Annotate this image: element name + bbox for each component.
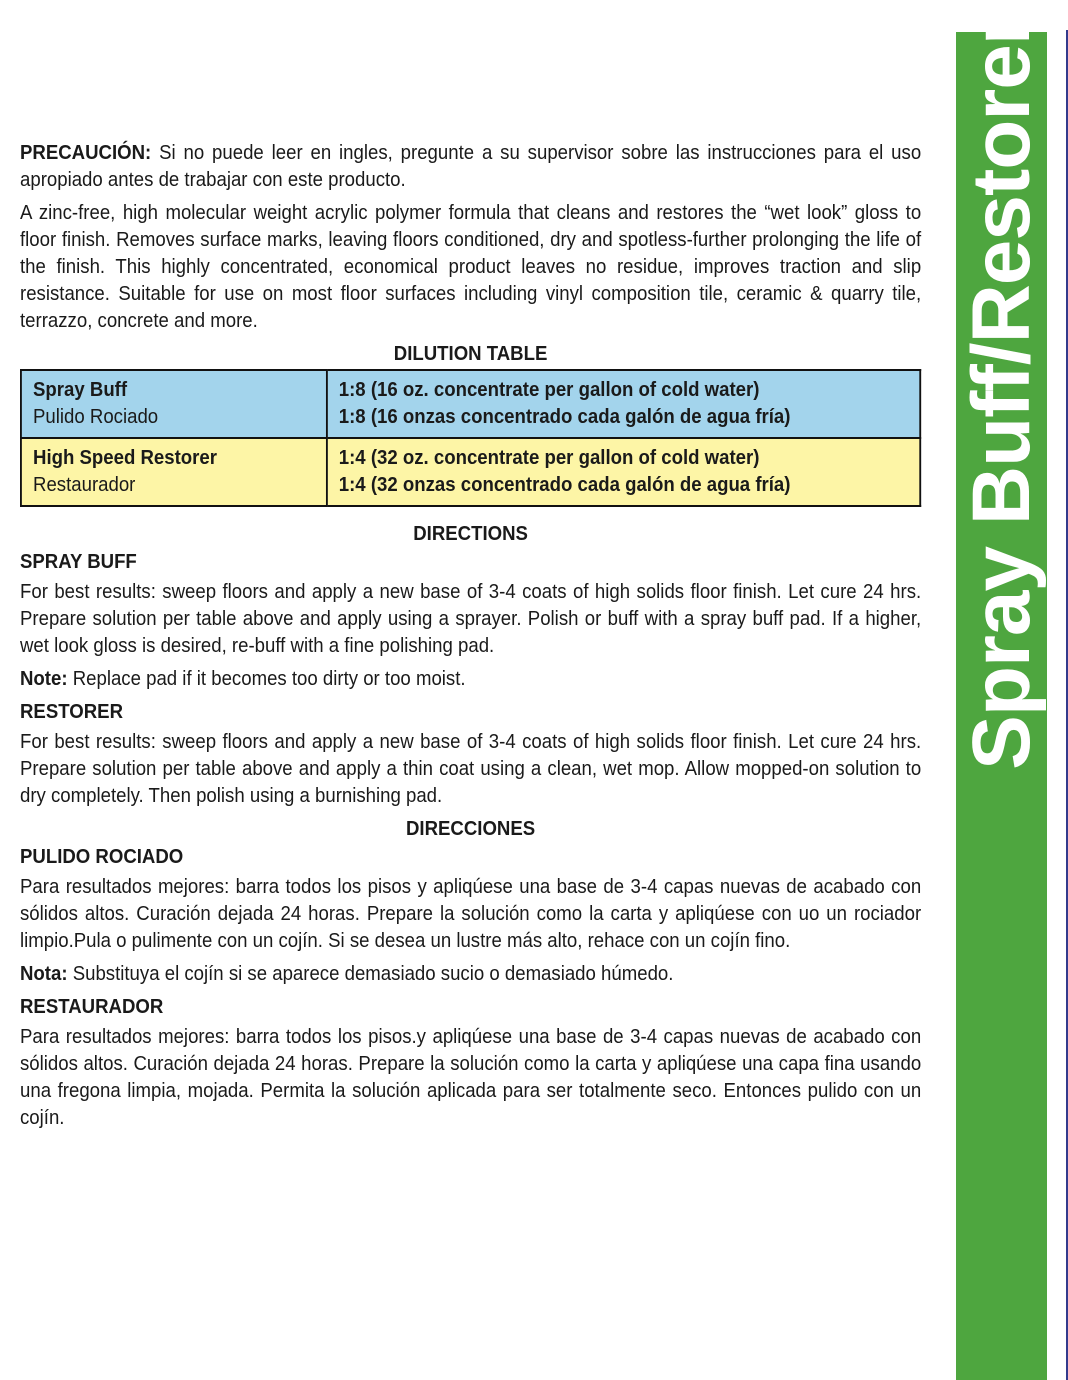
ratio-es: 1:8 (16 onzas concentrado cada galón de agua fría) [338, 406, 791, 428]
table-row [21, 438, 920, 506]
label-content [20, 140, 921, 1138]
restaurador-heading: RESTAURADOR [20, 996, 164, 1018]
note-text: Replace pad if it becomes too dirty or too moist. [67, 668, 466, 690]
restorer-text: For best results: sweep floors and apply a new base of 3-4 coats of high solids floor finish. Let cure 24 hrs. Prepare solution per table above and apply a thin coat using a clean, wet mop. Allow mopped-on solution to dry completely. Then polish using a burnishing pad. [20, 731, 922, 807]
sidebar-title: Spray Buff/Restorer [955, 14, 1047, 770]
dilution-table-title: DILUTION TABLE [393, 343, 548, 365]
note-paragraph [20, 666, 921, 693]
sidebar-band [955, 14, 1047, 1380]
nota-paragraph [20, 961, 921, 988]
restorer-heading: RESTORER [20, 701, 124, 723]
ratio-en: 1:4 (32 oz. concentrate per gallon of cold water) [338, 447, 760, 469]
dilution-table [20, 369, 921, 507]
table-cell-ratio [327, 438, 921, 506]
product-name-en: Spray Buff [33, 379, 128, 401]
pulido-heading: PULIDO ROCIADO [20, 846, 184, 868]
nota-text: Substituya el cojín si se aparece demasiado sucio o demasiado húmedo. [67, 963, 674, 985]
product-name-es: Restaurador [33, 474, 136, 496]
spray-buff-text: For best results: sweep floors and apply a new base of 3-4 coats of high solids floor finish. Let cure 24 hrs. Prepare solution per table above and apply using a sprayer. Polish or buff with a spray buff pad. If a higher, wet look gloss is desired, re-buff with a fine polishing pad. [20, 581, 922, 657]
restaurador-text: Para resultados mejores: barra todos los pisos.y apliqúese una base de 3-4 capas nuevas de acabado con sólidos altos. Curación dejada 24 horas. Prepare la solución como la carta y apliqúese una capa fina usando una fregona limpia, mojada. Permita la solución aplicada para ser totalmente seco. Entonces pulido con un cojín. [20, 1026, 922, 1129]
pulido-text: Para resultados mejores: barra todos los pisos y apliqúese una base de 3-4 capas nuevas de acabado con sólidos altos. Curación dejada 24 horas. Prepare la solución como la carta y apliqúese con uo un rociador limpio.Pula o pulimente con un cojín. Si se desea un lustre más alto, rehace con un cojín fino. [20, 876, 922, 952]
product-name-es: Pulido Rociado [33, 406, 159, 428]
table-cell-product [21, 438, 327, 506]
table-cell-ratio [327, 370, 921, 438]
note-label: Note: [20, 668, 68, 690]
table-row [21, 370, 920, 438]
nota-label: Nota: [20, 963, 68, 985]
spray-buff-heading: SPRAY BUFF [20, 551, 137, 573]
product-name-en: High Speed Restorer [33, 447, 218, 469]
direcciones-title: DIRECCIONES [405, 818, 536, 840]
product-description: A zinc-free, high molecular weight acrylic polymer formula that cleans and restores the “wet look” gloss to floor finish. Removes surface marks, leaving floors conditioned, dry and spotless-further prolonging the life of the finish. This highly concentrated, economical product leaves no residue, improves traction and slip resistance. Suitable for use on most floor surfaces including vinyl composition tile, ceramic & quarry tile, terrazzo, concrete and more. [20, 202, 922, 332]
table-cell-product [21, 370, 327, 438]
caution-text: Si no puede leer en ingles, pregunte a su supervisor sobre las instrucciones para el uso apropiado antes de trabajar con este producto. [20, 142, 922, 191]
ratio-es: 1:4 (32 onzas concentrado cada galón de agua fría) [338, 474, 791, 496]
directions-title: DIRECTIONS [413, 523, 528, 545]
ratio-en: 1:8 (16 oz. concentrate per gallon of cold water) [338, 379, 760, 401]
caution-label: PRECAUCIÓN: [20, 142, 152, 164]
caution-paragraph [20, 140, 921, 194]
